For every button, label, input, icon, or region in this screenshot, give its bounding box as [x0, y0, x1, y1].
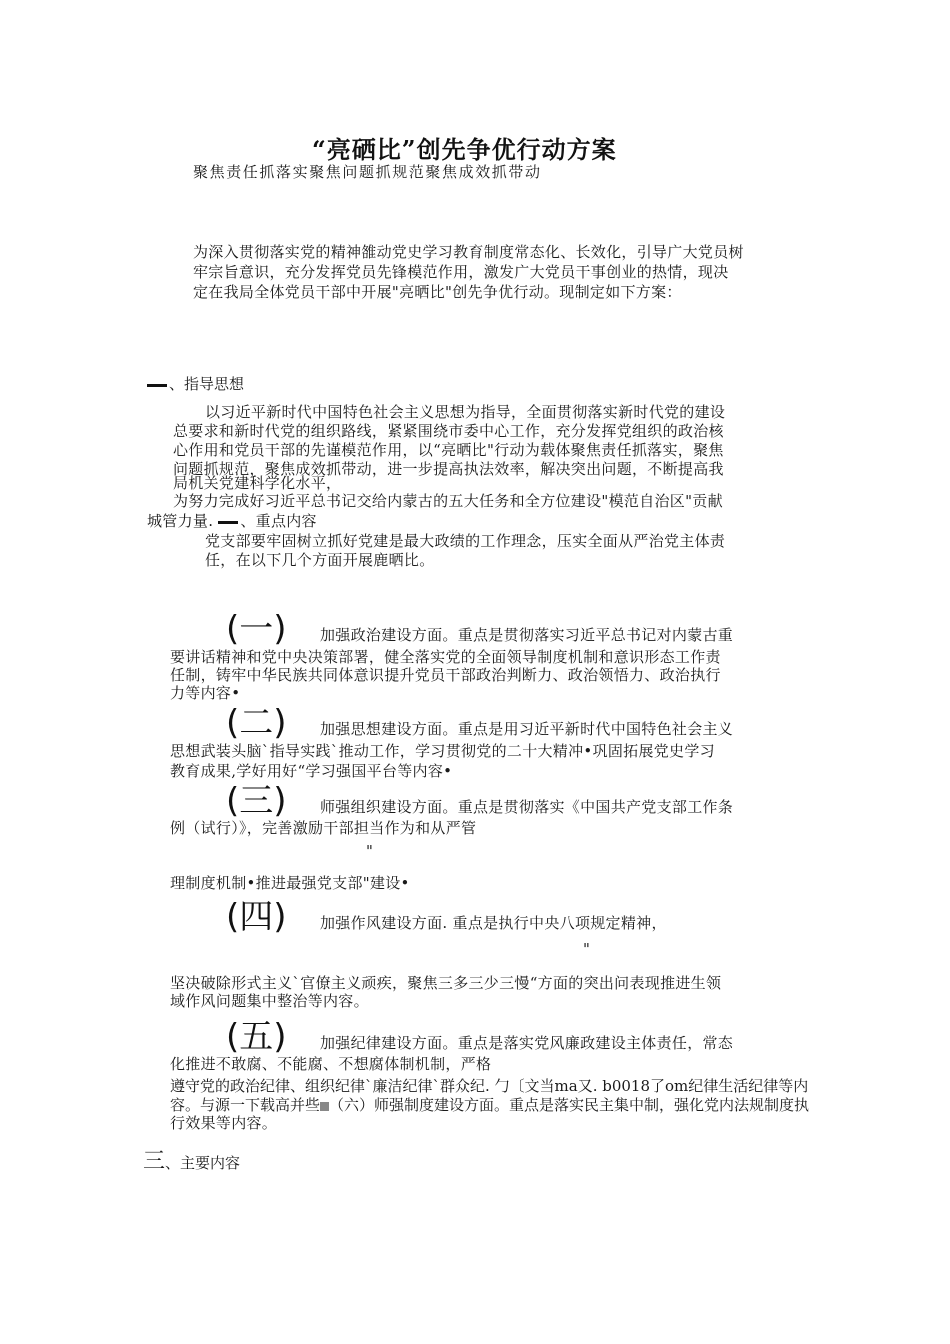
- item-line: 加强思想建设方面。重点是用习近平新时代中国特色社会主义: [320, 720, 734, 738]
- item-line: 坚决破除形式主义`官僚主义顽疾，聚焦三多三少三慢“方面的突出问表现推进生领: [170, 974, 722, 992]
- section-heading: [143, 1144, 240, 1175]
- item-number: (四): [226, 897, 287, 937]
- item-line: 力等内容•: [170, 684, 241, 702]
- item-line: 行效果等内容。: [170, 1114, 278, 1132]
- paragraph-line: 心作用和党员干部的先谨模范作用，以“亮晒比"行动为载体聚焦责任抓落实，聚焦: [173, 441, 724, 459]
- item-line-text: 容。与源一下载高并些: [170, 1096, 321, 1114]
- item-line: 加强政治建设方面。重点是贯彻落实习近平总书记对内蒙古重: [320, 626, 734, 644]
- quote-mark: ": [583, 940, 591, 958]
- closing-text: 城管力量.: [147, 512, 219, 530]
- item-line: 例（试行）》，完善激励干部担当作为和从严管: [170, 819, 477, 837]
- section-heading-text: 、重点内容: [240, 512, 317, 530]
- intro-line: 牢宗旨意识，充分发挥党员先锋模范作用，激发广大党员干事创业的热情，现决: [193, 263, 729, 281]
- dash-mark: [218, 521, 238, 524]
- item-line: 教育成果,学好用好“学习强国平台等内容•: [170, 762, 453, 780]
- item-line-text: （六）师强制度建设方面。重点是落实民主集中制，强化党内法规制度执: [329, 1096, 810, 1114]
- item-line: 任制，铸牢中华民族共同体意识提升党员干部政治判断力、政治领悟力、政治执行: [170, 666, 721, 684]
- paragraph-line: 以习近平新时代中国特色社会主义思想为指导，全面贯彻落实新时代党的建设: [205, 403, 726, 421]
- document-subtitle: 聚焦责任抓落实聚焦问题抓规范聚焦成效抓带动: [193, 163, 542, 181]
- item-line: 加强纪律建设方面。重点是落实党风廉政建设主体责任，常态: [320, 1034, 734, 1052]
- intro-line: 为深入贯彻落实党的精神雒动党史学习教育制度常态化、长效化，引导广大党员树: [193, 243, 744, 261]
- section-heading-text: 、指导思想: [169, 375, 245, 393]
- quote-mark: ": [366, 842, 374, 860]
- paragraph-line: [147, 512, 317, 531]
- item-line: 理制度机制•推进最强党支部"建设•: [170, 874, 410, 892]
- paragraph-line: 党支部要牢固树立抓好党建是最大政绩的工作理念，压实全面从严治党主体责: [205, 532, 726, 550]
- item-number: (二): [226, 703, 287, 743]
- item-number: (三): [226, 781, 287, 821]
- section-heading: [147, 373, 244, 394]
- item-number: (五): [226, 1017, 287, 1057]
- paragraph-line: 任，在以下几个方面开展鹿晒比。: [205, 551, 435, 569]
- section-number: 三: [143, 1149, 166, 1174]
- square-mark: [320, 1102, 329, 1111]
- intro-line: 定在我局全体党员干部中开展"亮晒比"创先争优行动。现制定如下方案：: [193, 283, 682, 301]
- section-heading-text: 、主要内容: [165, 1154, 241, 1172]
- document-title: “亮硒比”创先争优行动方案: [312, 135, 617, 164]
- dash-mark: [147, 384, 167, 387]
- item-line: 思想武装头脑`指导实践`推动工作，学习贯彻党的二十大精冲•巩固拓展党史学习: [170, 742, 715, 760]
- item-line: [170, 1096, 809, 1115]
- paragraph-line: 总要求和新时代党的组织路线，紧紧围绕市委中心工作，充分发挥党组织的政治核: [173, 422, 724, 440]
- paragraph-line: 为努力完成好习近平总书记交给内蒙古的五大任务和全方位建设"模范自治区"贡献: [173, 492, 723, 510]
- item-line: 域作风问题集中整治等内容。: [170, 992, 369, 1010]
- item-line: 化推进不敢腐、不能腐、不想腐体制机制，严格: [170, 1055, 492, 1073]
- paragraph-line: 局机关党建科学化水平，: [173, 474, 342, 492]
- item-line: 要讲话精神和党中央决策部署，健全落实党的全面领导制度机制和意识形态工作责: [170, 648, 721, 666]
- item-line: 加强作风建设方面. 重点是执行中央八项规定精神，: [320, 914, 667, 932]
- item-line: 遵守党的政治纪律、组织纪律`廉洁纪律`群众纪. 勹〔文当ma又. b0018了om纪律生活纪律等内: [170, 1077, 809, 1095]
- item-line: 师强组织建设方面。重点是贯彻落实《中国共产党支部工作条: [320, 798, 734, 816]
- paragraph-line: 问题抓规范，聚焦成效抓带动，进一步提高执法效率，解决突出问题，不断提高我: [173, 460, 724, 478]
- item-number: (一): [226, 609, 287, 649]
